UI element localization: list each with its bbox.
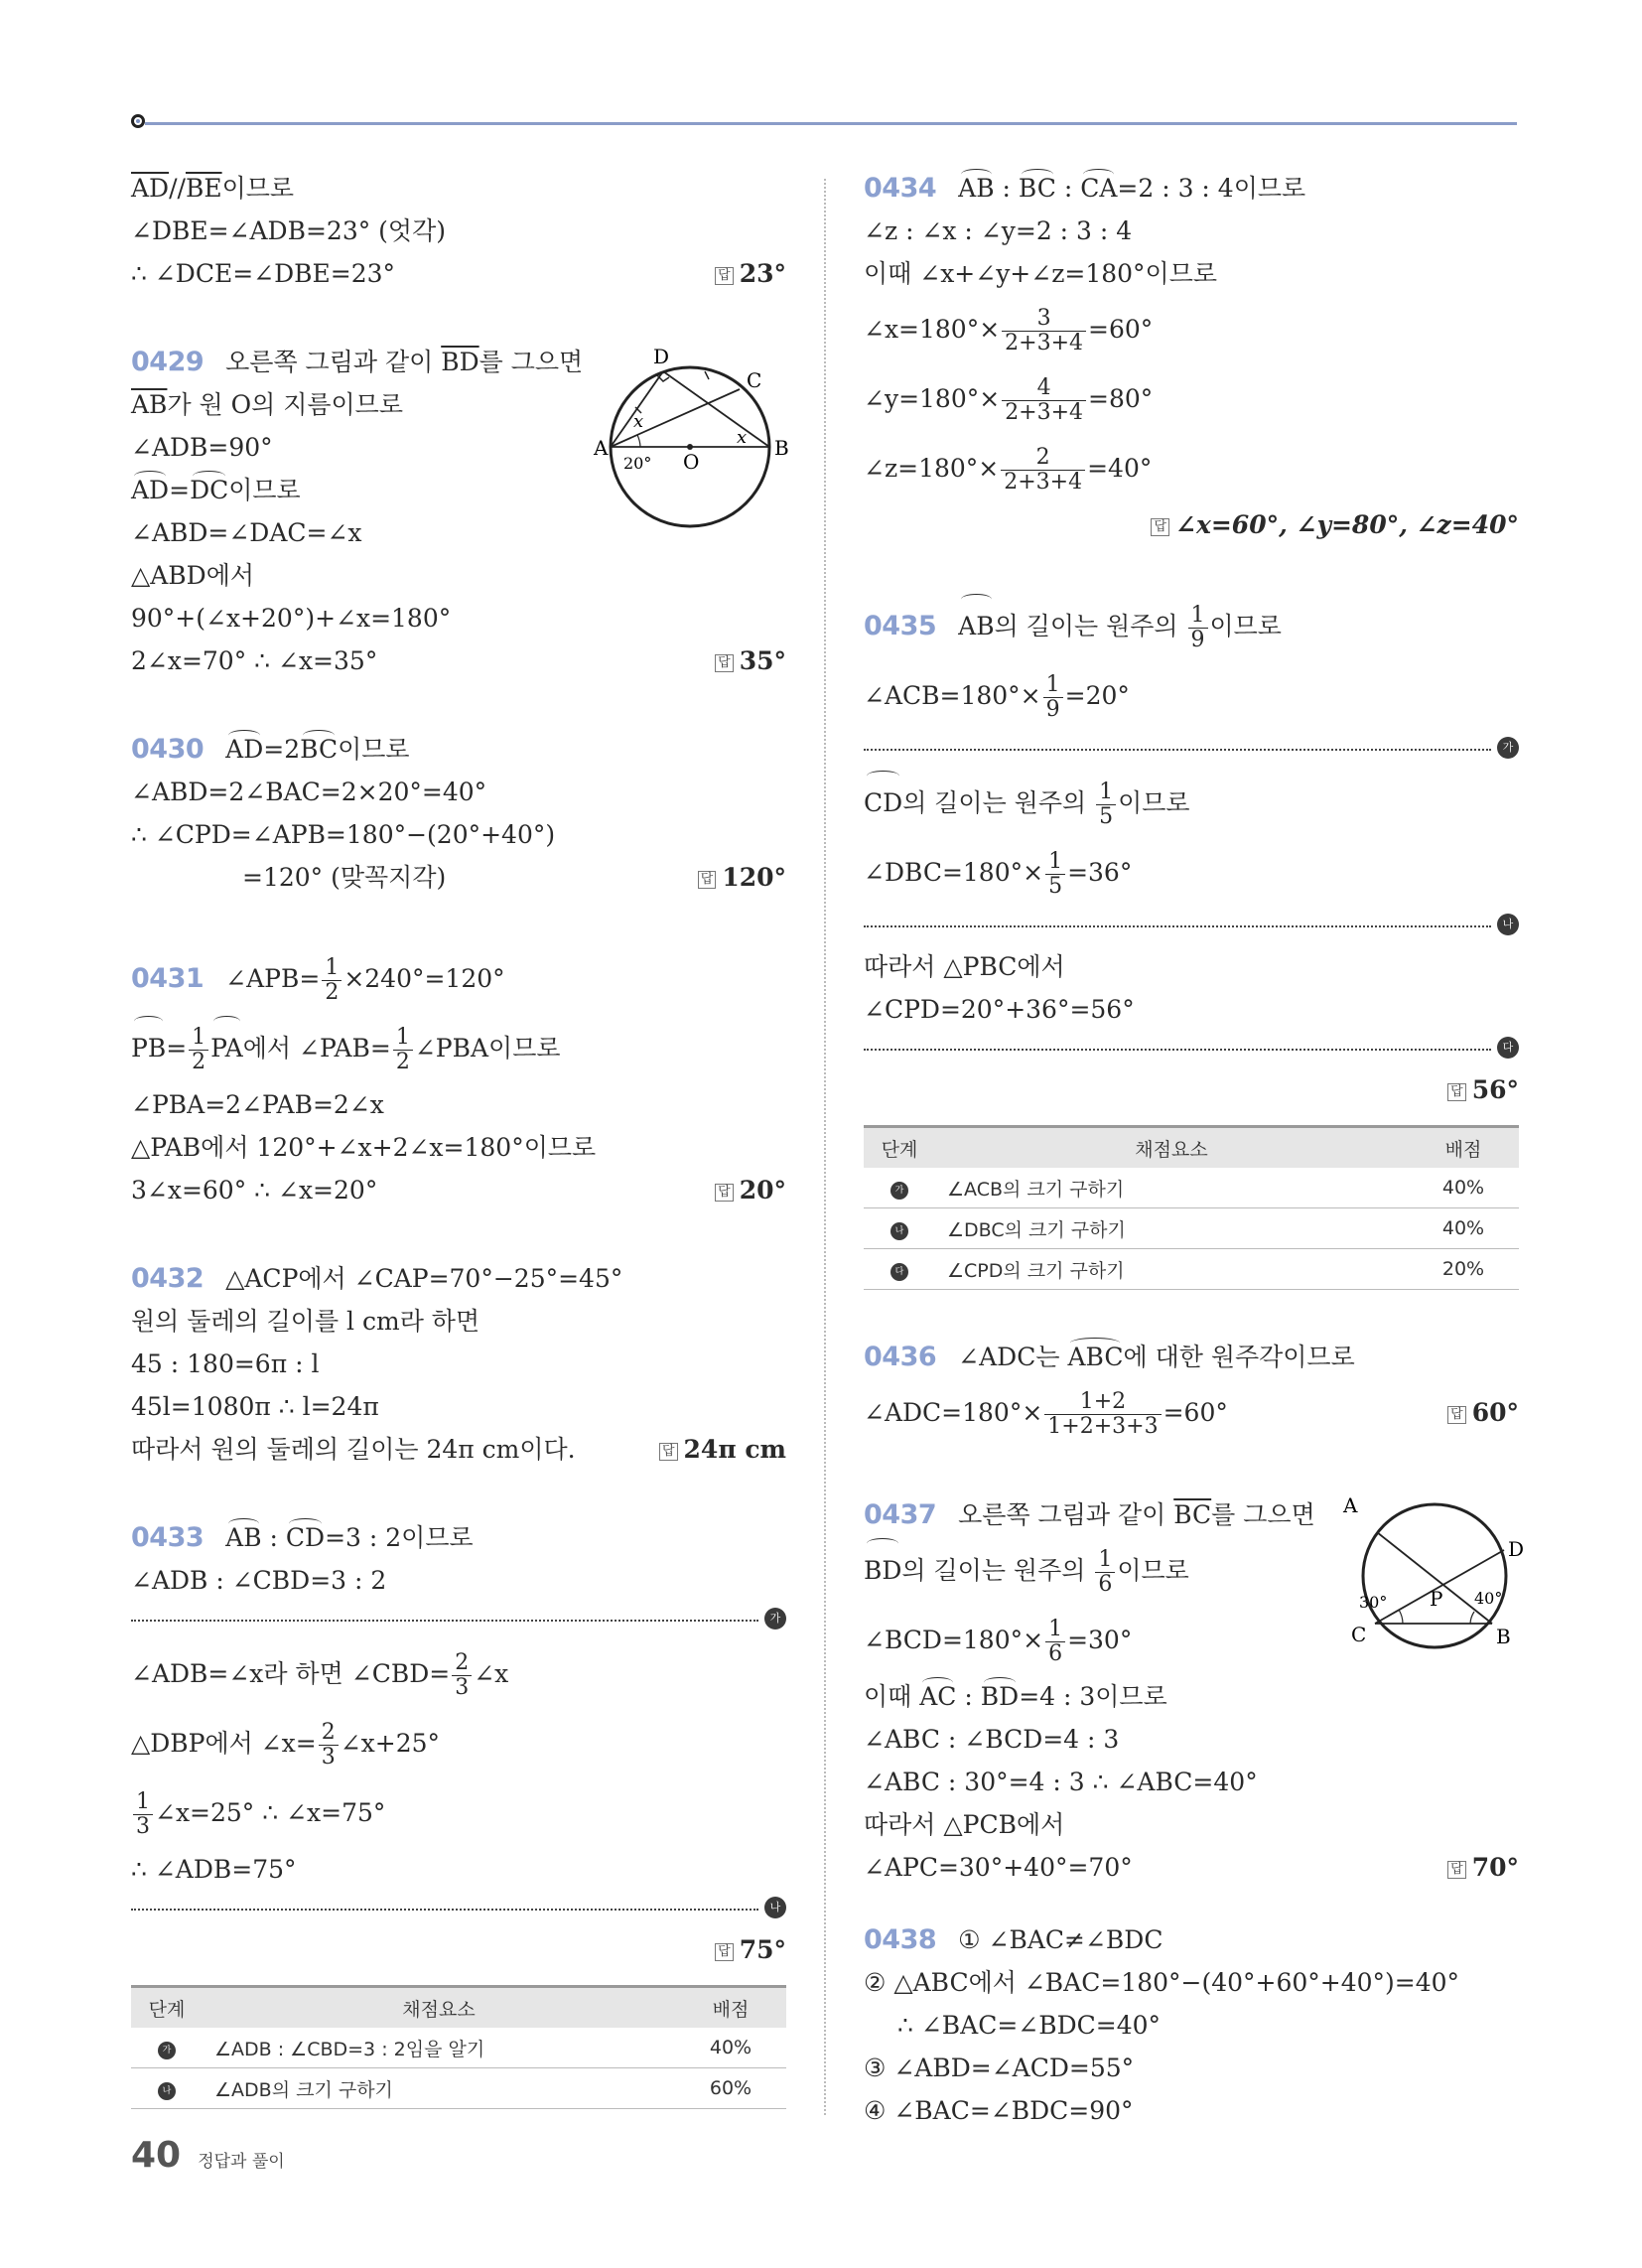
p0437-line6: ∠ABC : 30°=4 : 3 ∴ ∠ABC=40° (864, 1768, 1258, 1796)
fig-label-x2: x (737, 427, 748, 448)
p0433-line6: ∴ ∠ADB=75° (131, 1855, 297, 1884)
problem-number: 0432 (131, 1263, 205, 1294)
p0431-answer: 답 20° (715, 1169, 786, 1211)
p0438-line1: 0438 ① ∠BAC≠∠BDC (864, 1924, 1163, 1955)
p0438-line4: ③ ∠ABD=∠ACD=55° (864, 2054, 1135, 2082)
table-header: 배점 (1408, 1127, 1519, 1169)
p0434-line1: 0434 AB : BC : CA=2 : 3 : 4이므로 (864, 167, 1519, 210)
fig-label-D: D (653, 348, 670, 368)
p0433-answer-line (131, 1928, 786, 1971)
p0429-line3: ∠ADB=90° (131, 433, 273, 462)
p0435-line5: 따라서 △PBC에서 (864, 952, 1065, 981)
p0438-line3: ∴ ∠BAC=∠BDC=40° (897, 2011, 1162, 2040)
p0434-line3: 이때 ∠x+∠y+∠z=180°이므로 (864, 259, 1217, 288)
problem-number: 0433 (131, 1522, 205, 1553)
fig-label-C: C (1351, 1623, 1367, 1646)
p0435-line6: ∠CPD=20°+36°=56° (864, 995, 1135, 1024)
fraction: $\frac{1}{6}$ (1095, 1548, 1115, 1597)
p0437-answer: 답 70° (1447, 1846, 1519, 1889)
p0432-line1: 0432 △ACP에서 ∠CAP=70°−25°=45° (131, 1263, 623, 1294)
fraction: $\frac{2}{3}$ (319, 1721, 339, 1770)
p0437-line5: ∠ABC : ∠BCD=4 : 3 (864, 1725, 1120, 1754)
fig-label-B: B (1496, 1625, 1511, 1648)
p0434-line4: ∠x=180°× $\frac{3}{2+3+4}$ =60° (864, 305, 1154, 355)
p0435-answer-line (864, 1068, 1519, 1111)
p0432-answer: 답 24π cm (659, 1428, 786, 1471)
page-label: 정답과 풀이 (198, 2152, 285, 2172)
p0434-answer: 답 ∠x=60°, ∠y=80°, ∠z=40° (1151, 503, 1519, 546)
p0430-line2: ∠ABD=2∠BAC=2×20°=40° (131, 778, 487, 806)
step-divider (864, 1031, 1519, 1068)
p0437-line8: ∠APC=30°+40°=70° 답 70° (864, 1846, 1519, 1889)
p0433-line3: ∠ADB=∠x라 하면 ∠CBD= $\frac{2}{3}$ ∠x (131, 1649, 509, 1700)
fraction: $\frac{1}{6}$ (1045, 1618, 1065, 1666)
p0432-line5: 따라서 원의 둘레의 길이는 24π cm이다. 답 24π cm (131, 1428, 786, 1471)
p0430-line3: ∴ ∠CPD=∠APB=180°−(20°+40°) (131, 820, 556, 849)
step-marker: 가 (764, 1608, 786, 1630)
circle-figure-0437 (1335, 1485, 1534, 1663)
fig-label-angle1: 30° (1359, 1593, 1388, 1612)
right-column (864, 167, 1519, 2132)
header-rule (145, 122, 1517, 125)
fraction: $\frac{3}{2+3+4}$ (1002, 307, 1086, 355)
step-marker: 가 (158, 2042, 176, 2059)
p0431-line1: 0431 ∠APB= $\frac{1}{2}$ ×240°=120° (131, 954, 505, 1005)
p0428-line2: ∠DBE=∠ADB=23° (엇각) (131, 216, 446, 245)
step-divider (864, 908, 1519, 945)
p0431-line4: △PAB에서 120°+∠x+2∠x=180°이므로 (131, 1133, 597, 1162)
fraction: $\frac{1+2}{1+2+3+3}$ (1044, 1390, 1161, 1439)
step-marker: 가 (890, 1182, 908, 1200)
step-marker: 나 (890, 1222, 908, 1240)
fraction: $\frac{4}{2+3+4}$ (1002, 376, 1086, 425)
fig-label-D: D (1508, 1537, 1525, 1561)
p0435-line2: ∠ACB=180°× $\frac{1}{9}$ =20° (864, 671, 1130, 722)
p0432-line3: 45 : 180=6π : l (131, 1349, 320, 1378)
fig-label-P: P (1430, 1587, 1443, 1611)
problem-number: 0436 (864, 1342, 937, 1372)
p0435-answer: 답 56° (1447, 1068, 1519, 1111)
fraction: $\frac{1}{3}$ (133, 1790, 153, 1839)
problem-number: 0437 (864, 1499, 937, 1530)
p0433-line5: $\frac{1}{3}$ ∠x=25° ∴ ∠x=75° (131, 1778, 786, 1848)
p0435-line1: 0435 AB의 길이는 원주의 $\frac{1}{9}$ 이므로 (864, 592, 1519, 661)
fig-label-angle: 20° (623, 454, 652, 473)
p0433-answer: 답 75° (715, 1928, 786, 1971)
fig-label-O: O (683, 450, 700, 474)
fig-label-A: A (594, 436, 609, 460)
problem-number: 0430 (131, 734, 205, 765)
p0437-line3: ∠BCD=180°× $\frac{1}{6}$ =30° (864, 1616, 1133, 1666)
p0437-line2: BD의 길이는 원주의 $\frac{1}{6}$ 이므로 (864, 1536, 1519, 1606)
problem-number: 0431 (131, 963, 205, 994)
circle-figure-0429 (586, 348, 794, 536)
problem-number: 0429 (131, 347, 205, 377)
p0434-line6: ∠z=180°× $\frac{2}{2+3+4}$ =40° (864, 444, 1153, 495)
fraction: $\frac{1}{2}$ (322, 956, 342, 1005)
step-marker: 나 (764, 1897, 786, 1918)
fraction: $\frac{2}{2+3+4}$ (1001, 446, 1085, 495)
table-header: 채점요소 (203, 1987, 675, 2029)
p0433-line2: ∠ADB : ∠CBD=3 : 2 (131, 1566, 387, 1595)
p0435-line4: ∠DBC=180°× $\frac{1}{5}$ =36° (864, 848, 1133, 899)
p0429-line4: AD=DC이므로 (131, 469, 786, 511)
page-footer (131, 2135, 285, 2176)
step-divider (131, 1602, 786, 1639)
step-marker: 다 (1497, 1037, 1519, 1059)
table-row: 나 ∠DBC의 크기 구하기 40% (864, 1208, 1519, 1249)
p0438-line2: ② △ABC에서 ∠BAC=180°−(40°+60°+40°)=40° (864, 1968, 1460, 1997)
p0429-answer: 답 35° (715, 639, 786, 682)
column-divider (824, 179, 826, 2115)
p0437-line4: 이때 AC : BD=4 : 3이므로 (864, 1675, 1519, 1718)
p0432-line2: 원의 둘레의 길이를 l cm라 하면 (131, 1307, 480, 1336)
p0429-line1: 0429 오른쪽 그림과 같이 $\overline{BD}$를 그으면 (131, 347, 584, 377)
p0433-line4: △DBP에서 ∠x= $\frac{2}{3}$ ∠x+25° (131, 1719, 441, 1770)
problem-number: 0438 (864, 1924, 937, 1955)
table-row: 나 ∠ADB의 크기 구하기 60% (131, 2068, 786, 2109)
fig-label-A: A (1343, 1493, 1358, 1517)
step-divider (864, 731, 1519, 769)
problem-number: 0435 (864, 611, 937, 641)
p0433-line1: 0433 AB : CD=3 : 2이므로 (131, 1516, 786, 1559)
step-marker: 나 (158, 2082, 176, 2100)
table-header: 단계 (864, 1127, 935, 1169)
fig-label-x1: x (633, 411, 644, 432)
step-marker: 가 (1497, 737, 1519, 759)
p0436-answer: 답 60° (1447, 1378, 1519, 1448)
header-bullet (131, 114, 145, 128)
fraction: $\frac{2}{3}$ (452, 1651, 472, 1700)
step-marker: 다 (890, 1263, 908, 1281)
fraction: $\frac{1}{5}$ (1096, 780, 1116, 829)
scoring-table (131, 1985, 786, 2109)
p0428-line3: ∴ ∠DCE=∠DBE=23° 답 23° (131, 252, 786, 295)
p0430-answer: 답 120° (698, 856, 786, 899)
p0436-line1: 0436 ∠ADC는 ABC에 대한 원주각이므로 (864, 1336, 1519, 1378)
p0429-line7: 90°+(∠x+20°)+∠x=180° (131, 604, 452, 633)
fig-label-C: C (747, 368, 762, 392)
fraction: $\frac{1}{5}$ (1045, 850, 1065, 899)
p0429-line2: $\overline{AB}$가 원 O의 지름이므로 (131, 390, 403, 419)
step-marker: 나 (1497, 914, 1519, 935)
p0430-line4: =120° (맞꼭지각) 답 120° (131, 856, 786, 899)
p0430-line1: 0430 AD=2BC이므로 (131, 728, 786, 771)
fig-label-angle2: 40° (1474, 1589, 1503, 1608)
problem-number: 0434 (864, 173, 937, 204)
p0438-line5: ④ ∠BAC=∠BDC=90° (864, 2096, 1134, 2125)
page-number: 40 (131, 2135, 182, 2176)
fig-label-B: B (774, 436, 789, 460)
table-row: 가 ∠ADB : ∠CBD=3 : 2임을 알기 40% (131, 2028, 786, 2068)
p0428-line1: $\overline{AD}//\overline{BE}$이므로 (131, 174, 295, 203)
table-header: 배점 (675, 1987, 786, 2029)
scoring-table (864, 1125, 1519, 1290)
table-row: 가 ∠ACB의 크기 구하기 40% (864, 1168, 1519, 1208)
p0432-line4: 45l=1080π ∴ l=24π (131, 1392, 379, 1421)
p0437-line1: 0437 오른쪽 그림과 같이 $\overline{BC}$를 그으면 (864, 1499, 1315, 1530)
p0429-line6: △ABD에서 (131, 561, 254, 590)
p0435-line3: CD의 길이는 원주의 $\frac{1}{5}$ 이므로 (864, 769, 1519, 838)
p0437-line7: 따라서 △PCB에서 (864, 1810, 1065, 1839)
fraction: $\frac{1}{9}$ (1043, 673, 1063, 722)
fraction: $\frac{1}{2}$ (393, 1026, 413, 1074)
p0429-line8: 2∠x=70° ∴ ∠x=35° 답 35° (131, 639, 786, 682)
p0434-answer-line (864, 503, 1519, 546)
p0428-answer: 답 23° (715, 252, 786, 295)
table-row: 다 ∠CPD의 크기 구하기 20% (864, 1249, 1519, 1290)
fraction: $\frac{1}{9}$ (1188, 604, 1208, 652)
fraction: $\frac{1}{2}$ (189, 1026, 208, 1074)
p0434-line2: ∠z : ∠x : ∠y=2 : 3 : 4 (864, 216, 1133, 245)
p0431-line5: 3∠x=60° ∴ ∠x=20° 답 20° (131, 1169, 786, 1211)
p0429-line5: ∠ABD=∠DAC=∠x (131, 518, 362, 547)
table-header: 단계 (131, 1987, 203, 2029)
p0436-line2: ∠ADC=180°× $\frac{1+2}{1+2+3+3}$ =60° 답 60° (864, 1378, 1519, 1448)
p0431-line3: ∠PBA=2∠PAB=2∠x (131, 1090, 384, 1119)
p0434-line5: ∠y=180°× $\frac{4}{2+3+4}$ =80° (864, 374, 1154, 425)
step-divider (131, 1891, 786, 1928)
p0431-line2: PB= $\frac{1}{2}$ PA에서 ∠PAB= $\frac{1}{2}$ ∠PBA이므로 (131, 1014, 786, 1083)
table-header: 채점요소 (935, 1127, 1408, 1169)
